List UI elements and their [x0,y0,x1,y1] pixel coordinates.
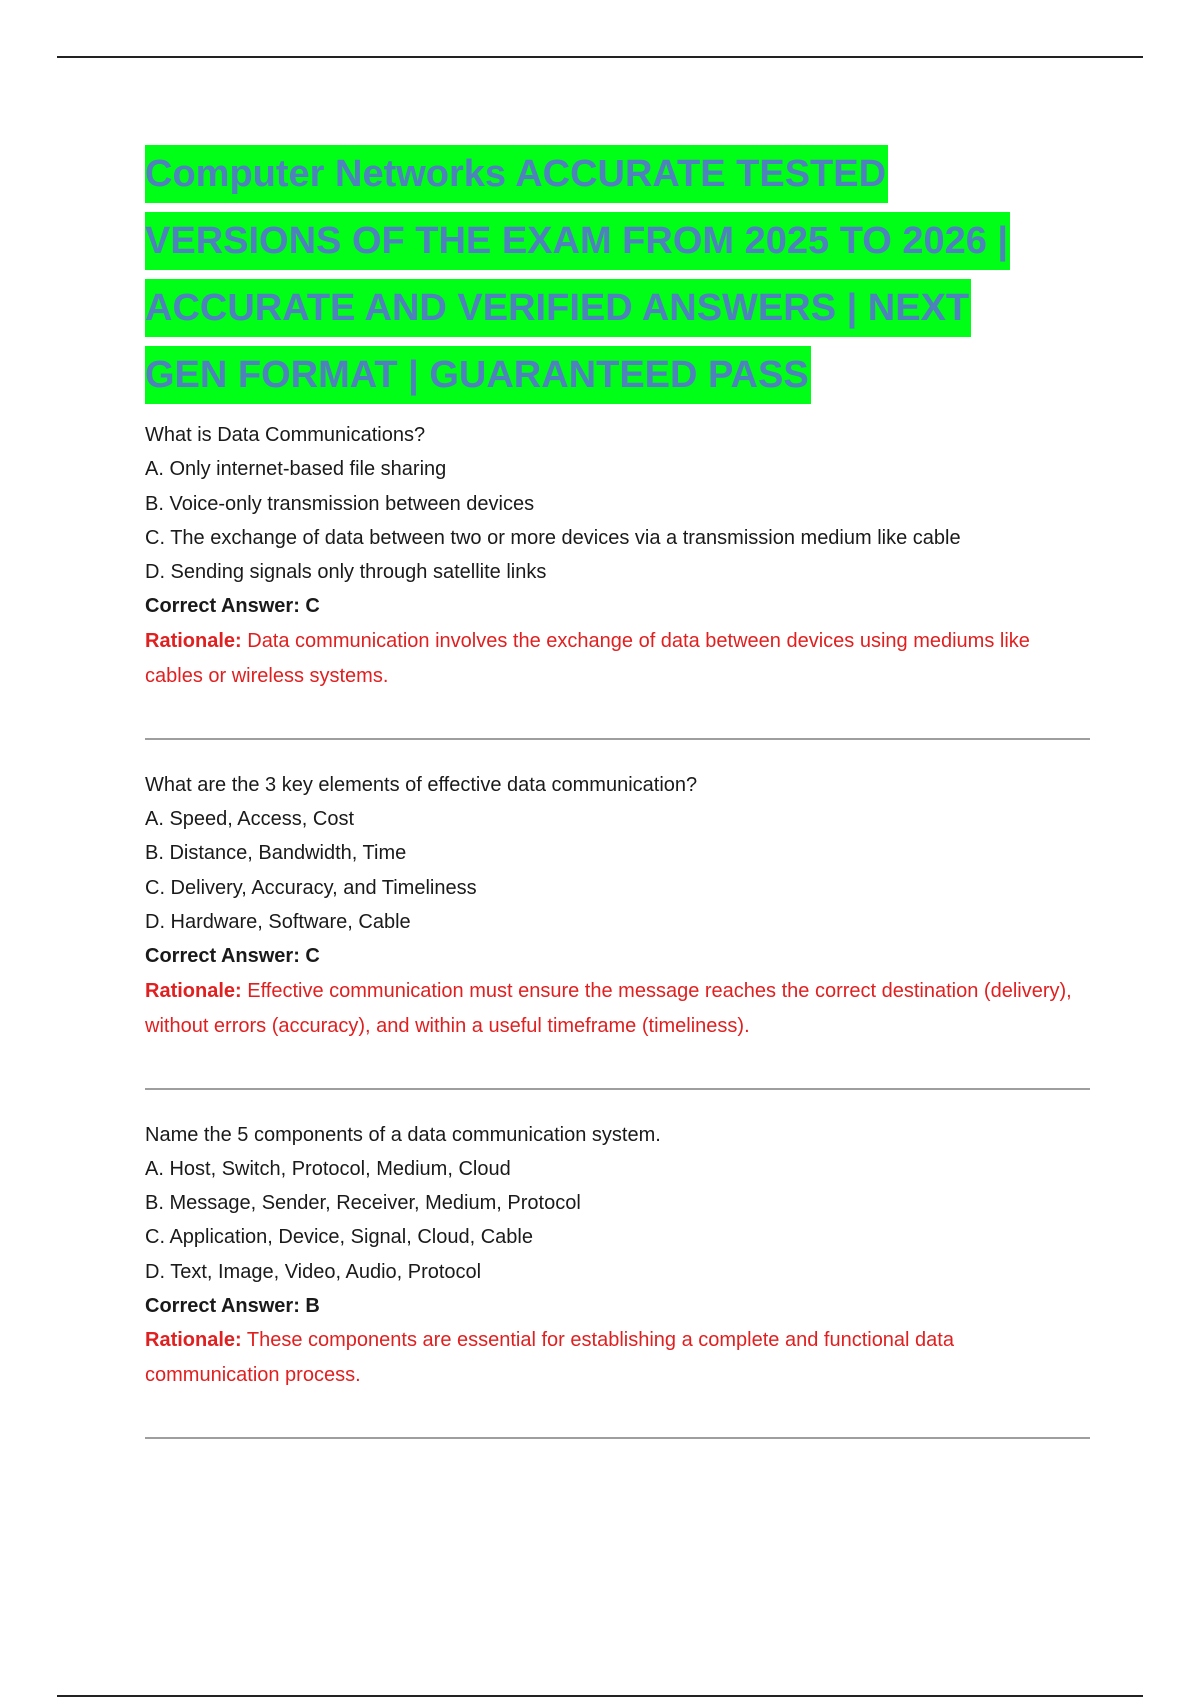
option-d: D. Hardware, Software, Cable [145,910,411,933]
option-b: B. Distance, Bandwidth, Time [145,842,407,865]
option-d: D. Text, Image, Video, Audio, Protocol [145,1260,482,1283]
correct-answer: Correct Answer: C [145,595,320,618]
option-a: A. Speed, Access, Cost [145,808,354,831]
option-b: B. Message, Sender, Receiver, Medium, Protocol [145,1192,581,1215]
rationale-text: Data communication involves the exchange of data between devices using mediums like cables or wireless systems. [145,629,1030,687]
option-c: C. Application, Device, Signal, Cloud, Cable [145,1226,533,1249]
option-c: C. The exchange of data between two or more devices via a transmission medium like cable [145,526,961,549]
question-separator [145,1437,1090,1439]
rationale-text: These components are essential for establishing a complete and functional data communication process. [145,1329,954,1387]
header-rule [57,56,1143,58]
rationale-label: Rationale: [145,629,242,652]
option-b: B. Voice-only transmission between devices [145,492,535,515]
option-a: A. Only internet-based file sharing [145,458,447,481]
question-text: What are the 3 key elements of effective data communication? [145,773,698,796]
option-a: A. Host, Switch, Protocol, Medium, Cloud [145,1157,511,1180]
correct-answer: Correct Answer: B [145,1295,320,1318]
rationale-label: Rationale: [145,1329,242,1352]
title-line [145,212,1090,270]
question-block [145,418,1090,694]
question-block [145,768,1090,1044]
title-line-text: GEN FORMAT | GUARANTEED PASS [145,346,811,404]
rationale [145,624,1090,694]
question-block [145,1118,1090,1394]
title-line-text: Computer Networks ACCURATE TESTED [145,145,888,203]
correct-answer: Correct Answer: C [145,945,320,968]
question-text: What is Data Communications? [145,424,426,446]
question-separator [145,738,1090,740]
title-line [145,145,1090,203]
option-c: C. Delivery, Accuracy, and Timeliness [145,876,477,899]
document-title [145,145,1090,404]
option-d: D. Sending signals only through satellite links [145,561,547,584]
rationale-text: Effective communication must ensure the message reaches the correct destination (delivery), without errors (accuracy), and within a useful timeframe (timeliness). [145,979,1072,1037]
rationale [145,974,1090,1044]
question-separator [145,1088,1090,1090]
title-line-text: VERSIONS OF THE EXAM FROM 2025 TO 2026 | [145,212,1010,270]
question-text: Name the 5 components of a data communication system. [145,1123,661,1146]
title-line [145,346,1090,404]
document-body [145,145,1090,1467]
title-line-text: ACCURATE AND VERIFIED ANSWERS | NEXT [145,279,971,337]
rationale-label: Rationale: [145,979,242,1002]
rationale [145,1323,1090,1393]
footer-rule [57,1695,1143,1697]
title-line [145,279,1090,337]
